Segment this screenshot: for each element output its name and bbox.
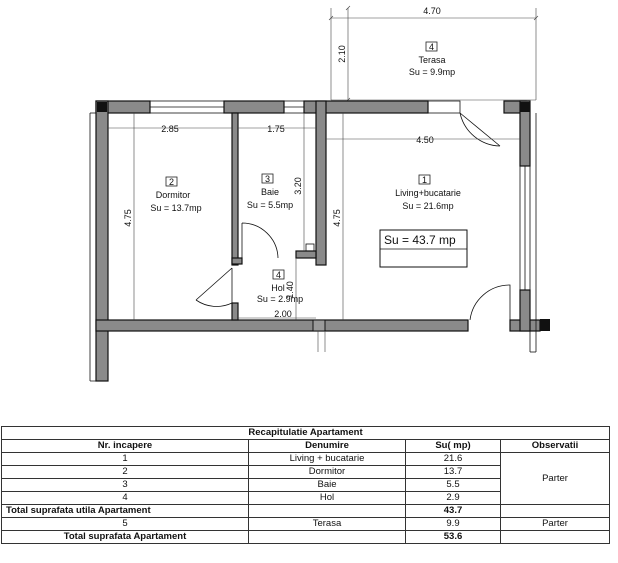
table-header-row [2, 440, 610, 453]
dim-dormitor-height: 4.75 [123, 209, 133, 227]
table-title: Recapitulatie Apartament [2, 427, 610, 440]
empty-cell [249, 505, 406, 518]
room-area: Su = 21.6mp [402, 201, 454, 211]
table-row [2, 518, 610, 531]
room-name: Hol [271, 283, 285, 293]
room-area: Su = 2.9mp [256, 294, 304, 304]
total-area-box [380, 230, 467, 267]
cell-observatii: Parter [501, 518, 610, 531]
terrace-name: Terasa [418, 55, 446, 65]
dim-hol-height: 1.40 [285, 281, 295, 299]
room-name: Living+bucatarie [395, 188, 461, 198]
col-header-nr: Nr. incapere [2, 440, 249, 453]
cell-name: Hol [249, 492, 406, 505]
cell-nr: 1 [2, 453, 249, 466]
room-number: 1 [421, 175, 428, 185]
grand-total-row [2, 531, 610, 544]
useful-total-row [2, 505, 610, 518]
cell-name: Baie [249, 479, 406, 492]
room-area: Su = 13.7mp [150, 203, 202, 213]
useful-total-value: 43.7 [406, 505, 501, 518]
doors [196, 113, 510, 320]
room-name: Dormitor [155, 190, 191, 200]
cell-nr: 2 [2, 466, 249, 479]
cell-name: Terasa [249, 518, 406, 531]
cell-su: 21.6 [406, 453, 501, 466]
terrace-area [329, 6, 538, 102]
cell-su: 9.9 [406, 518, 501, 531]
cell-name: Living + bucatarie [249, 453, 406, 466]
dim-baie-width: 1.75 [267, 124, 285, 134]
room-baie [247, 174, 293, 210]
empty-cell [501, 531, 610, 544]
walls [90, 101, 550, 381]
cell-nr: 5 [2, 518, 249, 531]
dim-living-height: 4.75 [332, 209, 342, 227]
empty-cell [501, 505, 610, 518]
cell-su: 13.7 [406, 466, 501, 479]
dim-dormitor-width: 2.85 [161, 124, 179, 134]
terrace-area-label: Su = 9.9mp [408, 67, 456, 77]
useful-total-label: Total suprafata utila Apartament [2, 505, 249, 518]
grand-total-label: Total suprafata Apartament [2, 531, 249, 544]
room-number: 4 [275, 270, 282, 280]
room-number: 2 [168, 177, 175, 187]
total-area-label: Su = 43.7 mp [384, 233, 456, 247]
terrace-width-label: 4.70 [423, 6, 441, 16]
cell-nr: 4 [2, 492, 249, 505]
col-header-denumire: Denumire [249, 440, 406, 453]
terrace-depth-label: 2.10 [337, 45, 347, 63]
dim-baie-height: 3.20 [293, 177, 303, 195]
room-living [395, 175, 461, 211]
empty-cell [249, 531, 406, 544]
col-header-su: Su( mp) [406, 440, 501, 453]
dim-hol-width: 2.00 [274, 309, 292, 319]
cell-observatii-group: Parter [501, 453, 610, 505]
room-number: 3 [264, 174, 271, 184]
summary-table [1, 426, 610, 544]
terrace-number: 4 [428, 42, 435, 52]
room-area: Su = 5.5mp [246, 200, 294, 210]
room-name: Baie [260, 187, 280, 197]
col-header-observatii: Observatii [501, 440, 610, 453]
room-dormitor [150, 177, 201, 213]
cell-nr: 3 [2, 479, 249, 492]
cell-su: 2.9 [406, 492, 501, 505]
cell-su: 5.5 [406, 479, 501, 492]
grand-total-value: 53.6 [406, 531, 501, 544]
dim-living-width: 4.50 [416, 135, 434, 145]
dimension-lines [108, 113, 520, 320]
cell-name: Dormitor [249, 466, 406, 479]
table-row [2, 453, 610, 466]
